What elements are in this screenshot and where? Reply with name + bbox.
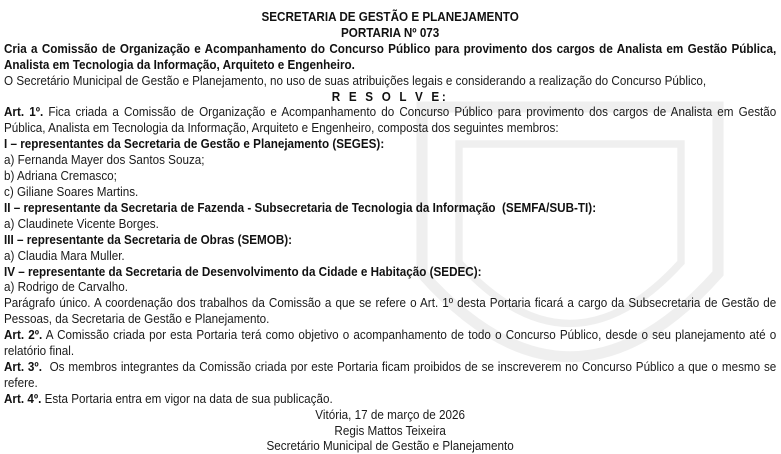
member: c) Giliane Soares Martins. bbox=[4, 183, 139, 199]
signer-role: Secretário Municipal de Gestão e Planejamento bbox=[266, 438, 514, 454]
group-title: III – representante da Secretaria de Obras (SEMOB): bbox=[4, 231, 293, 247]
article-2: Art. 2º. A Comissão criada por esta Portaria terá como objetivo o acompanhamento de todo o Concurso Público, desde o seu planejamento até o relatório final. bbox=[4, 327, 777, 359]
resolve-heading: R E S O L V E: bbox=[331, 88, 449, 104]
article-3: Art. 3º. Os membros integrantes da Comissão criada por este Portaria ficam proibidos de se inscreverem no Concurso Público a que o mesmo se refere. bbox=[4, 358, 780, 390]
portaria-document bbox=[4, 9, 780, 454]
preamble: O Secretário Municipal de Gestão e Planejamento, no uso de suas atribuições legais e considerando a realização do Concurso Público, bbox=[4, 72, 707, 88]
member: a) Fernanda Mayer dos Santos Souza; bbox=[4, 152, 205, 168]
ementa: Cria a Comissão de Organização e Acompanhamento do Concurso Público para provimento dos cargos de Analista em Gestão Pública, Analista em Tecnologia da Informação, Arquiteto e Engenheiro. bbox=[4, 40, 777, 72]
member: a) Claudinete Vicente Borges. bbox=[4, 215, 159, 231]
article-4: Art. 4º. Esta Portaria entra em vigor na data de sua publicação. bbox=[4, 390, 333, 406]
group-title: IV – representante da Secretaria de Desenvolvimento da Cidade e Habitação (SEDEC): bbox=[4, 263, 482, 279]
group-title: I – representantes da Secretaria de Gestão e Planejamento (SEGES): bbox=[4, 136, 385, 152]
member: a) Rodrigo de Carvalho. bbox=[4, 279, 128, 295]
org-title: SECRETARIA DE GESTÃO E PLANEJAMENTO bbox=[261, 9, 519, 24]
article-1: Art. 1º. Fica criada a Comissão de Organização e Acompanhamento do Concurso Público para provimento dos cargos de Analista em Gestão Pública, Analista em Tecnologia da Informação, Arquiteto e Engenheiro, composta dos seguintes membros: bbox=[4, 104, 777, 136]
group-title: II – representante da Secretaria de Fazenda - Subsecretaria de Tecnologia da Informação (SEMFA/SUB-TI): bbox=[4, 199, 597, 215]
member: b) Adriana Cremasco; bbox=[4, 168, 117, 184]
paragrafo-unico: Parágrafo único. A coordenação dos trabalhos da Comissão a que se refere o Art. 1º desta Portaria ficará a cargo da Subsecretaria de Gestão de Pessoas, da Secretaria de Gestão e Planejamento. bbox=[4, 295, 777, 327]
portaria-number: PORTARIA Nº 073 bbox=[340, 24, 440, 40]
member: a) Claudia Mara Muller. bbox=[4, 247, 125, 263]
signer-name: Regis Mattos Teixeira bbox=[334, 422, 446, 438]
place-date: Vitória, 17 de março de 2026 bbox=[315, 406, 465, 422]
